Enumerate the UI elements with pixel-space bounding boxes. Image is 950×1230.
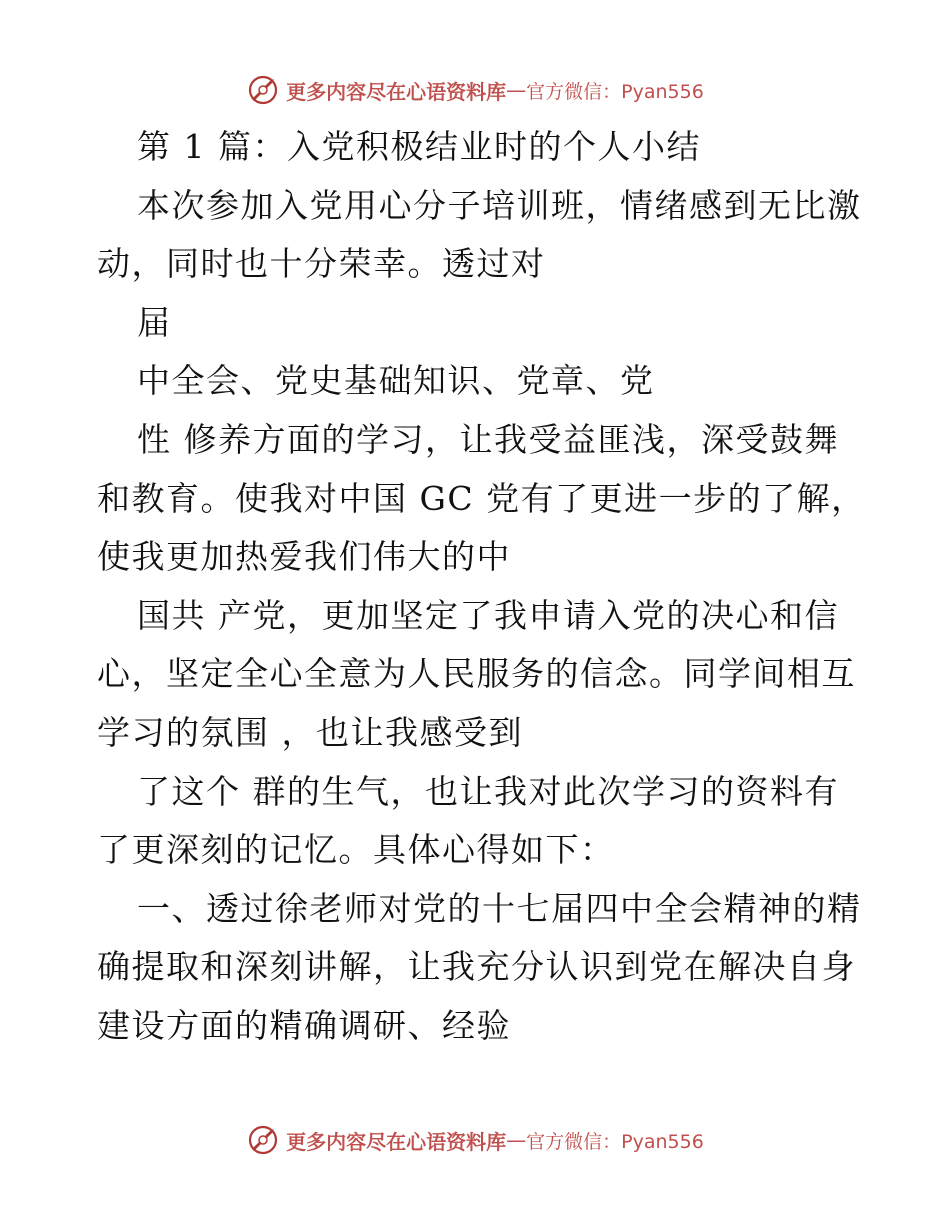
paragraph-line: 国共 产党，更加坚定了我申请入党的决心和信 (137, 595, 839, 635)
paragraph-line: 本次参加入党用心分子培训班，情绪感到无比激 (137, 185, 862, 225)
banner-brand-text: 更多内容尽在心语资料库 (286, 79, 507, 104)
header-banner (0, 70, 950, 110)
paragraph-line: 确提取和深刻讲解，让我充分认识到党在解决自身 (97, 947, 856, 987)
paragraph-line: 动，同时也十分荣幸。透过对 (97, 244, 546, 284)
footer-banner (0, 1120, 950, 1160)
paragraph-line: 届 (137, 302, 172, 342)
paragraph-line: 心，坚定全心全意为人民服务的信念。同学间相互 (97, 654, 856, 694)
paragraph-line: 了这个 群的生气，也让我对此次学习的资料有 (137, 771, 839, 811)
banner-brand-text: 更多内容尽在心语资料库 (286, 1129, 507, 1154)
paragraph-line: 和教育。使我对中国 GC 党有了更进一步的了解， (97, 478, 866, 518)
paragraph-line: 使我更加热爱我们伟大的中 (97, 537, 511, 577)
paragraph-line: 性 修养方面的学习，让我受益匪浅，深受鼓舞 (137, 419, 839, 459)
banner-contact-text: 官方微信：Pyan556 (526, 1130, 704, 1153)
paragraph-line: 一、透过徐老师对党的十七届四中全会精神的精 (137, 888, 862, 928)
banner-dash: — (506, 78, 527, 102)
banner-contact-text: 官方微信：Pyan556 (526, 80, 704, 103)
document-title: 第 1 篇：入党积极结业时的个人小结 (137, 127, 701, 166)
banner-dash: — (506, 1128, 527, 1152)
paragraph-line: 建设方面的精确调研、经验 (97, 1005, 511, 1045)
quill-seal-icon (246, 1123, 280, 1157)
quill-seal-icon (246, 73, 280, 107)
paragraph-line: 了更深刻的记忆。具体心得如下： (97, 830, 615, 870)
document-body (97, 118, 866, 1056)
paragraph-line: 学习的氛围 ，也让我感受到 (97, 712, 523, 752)
paragraph-line: 中全会、党史基础知识、党章、党 (137, 361, 655, 401)
